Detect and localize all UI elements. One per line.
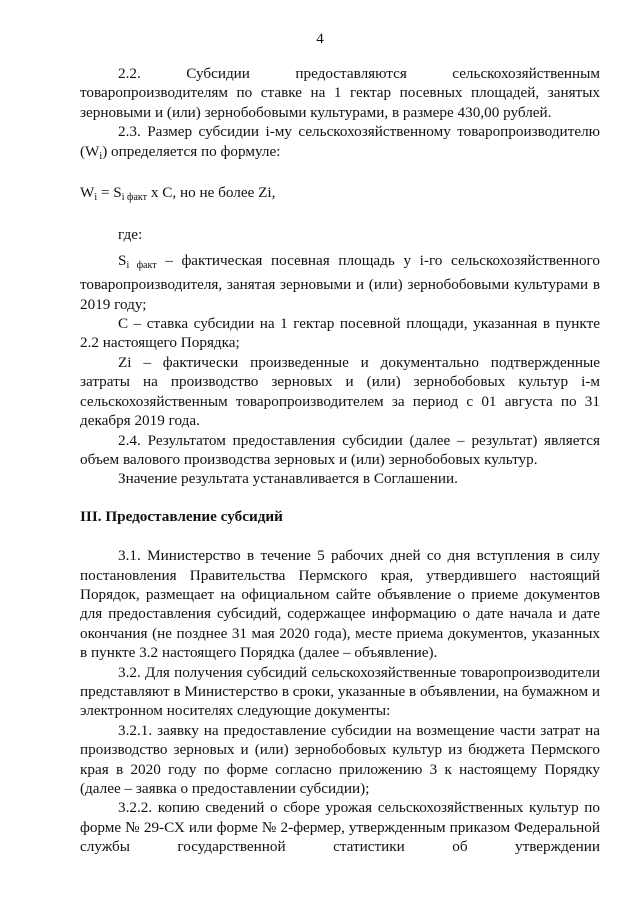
formula-s-subscript: i факт xyxy=(121,192,148,204)
where-label: где: xyxy=(118,226,143,244)
paragraph-2-4-result: Значение результата устанавливается в Соглашении. xyxy=(118,470,458,488)
definition-zi: Zi – фактически произведенные и документально подтвержденные затраты на производство зерновых и (или) зернобобовых культур i-м сельскохозяйственным товаропроизводителем за период с 01 августа по 31 декабря 2019 года. xyxy=(80,353,600,430)
definition-c: С – ставка субсидии на 1 гектар посевной площади, указанная в пункте 2.2 настоящего Порядка; xyxy=(80,315,600,352)
document-body xyxy=(80,64,600,857)
formula-equals: = S xyxy=(97,184,122,202)
definition-s-subscript: i факт xyxy=(126,259,157,271)
formula-lhs-subscript: i xyxy=(94,192,98,204)
paragraph-3-2-2: 3.2.2. копию сведений о сборе урожая сельскохозяйственных культур по форме № 29-СХ или форме № 2-фермер, утвержденным приказом Федеральной службы государственной статистики об утверждении xyxy=(80,799,600,856)
paragraph-2-3-text: 2.3. Размер субсидии i-му сельскохозяйственному товаропроизводителю (W xyxy=(80,123,600,160)
paragraph-2-3 xyxy=(80,122,600,166)
paragraph-2-2: 2.2. Субсидии предоставляются сельскохозяйственным товаропроизводителям по ставке на 1 гектар посевных площадей, занятых зерновыми и (или) зернобобовыми культурами, в размере 430,00 рублей. xyxy=(80,65,600,121)
paragraph-2-3-tail: ) определяется по формуле: xyxy=(102,142,281,160)
formula-lhs: W xyxy=(80,184,95,202)
paragraph-2-3-subscript: i xyxy=(99,150,103,162)
definition-s-text: – фактическая посевная площадь у i-го сельскохозяйственного товаропроизводителя, занятая зерновыми и (или) зернобобовыми культурами в 2019 году; xyxy=(80,251,600,313)
paragraph-3-2: 3.2. Для получения субсидий сельскохозяйственные товаропроизводители представляют в Министерство в сроки, указанные в объявлении, на бумажном и электронном носителях следующие документы: xyxy=(80,663,600,720)
formula xyxy=(80,183,600,207)
definition-s xyxy=(80,251,600,314)
section-heading: III. Предоставление субсидий xyxy=(80,507,283,525)
definition-s-symbol: S xyxy=(118,251,127,269)
page-number: 4 xyxy=(316,31,324,47)
paragraph-2-4: 2.4. Результатом предоставления субсидии (далее – результат) является объем валового производства зерновых и (или) зернобобовых культур. xyxy=(80,431,600,468)
paragraph-3-2-1: 3.2.1. заявку на предоставление субсидии на возмещение части затрат на производство зерновых и (или) зернобобовых культур из бюджета Пермского края в 2020 году по форме согласно приложению 3 к настоящему Порядку (далее – заявка о предоставлении субсидии); xyxy=(80,721,600,797)
paragraph-3-1: 3.1. Министерство в течение 5 рабочих дней со дня вступления в силу постановления Правительства Пермского края, утвердившего настоящий Порядок, размещает на официальном сайте объявление о приеме документов для предоставления субсидий, содержащее информацию о дате начала и дате окончания (не позднее 31 мая 2020 года), месте приема документов, указанных в пункте 3.2 настоящего Порядка (далее – объявление). xyxy=(80,547,600,662)
formula-rest: x C, но не более Zi, xyxy=(147,184,276,202)
